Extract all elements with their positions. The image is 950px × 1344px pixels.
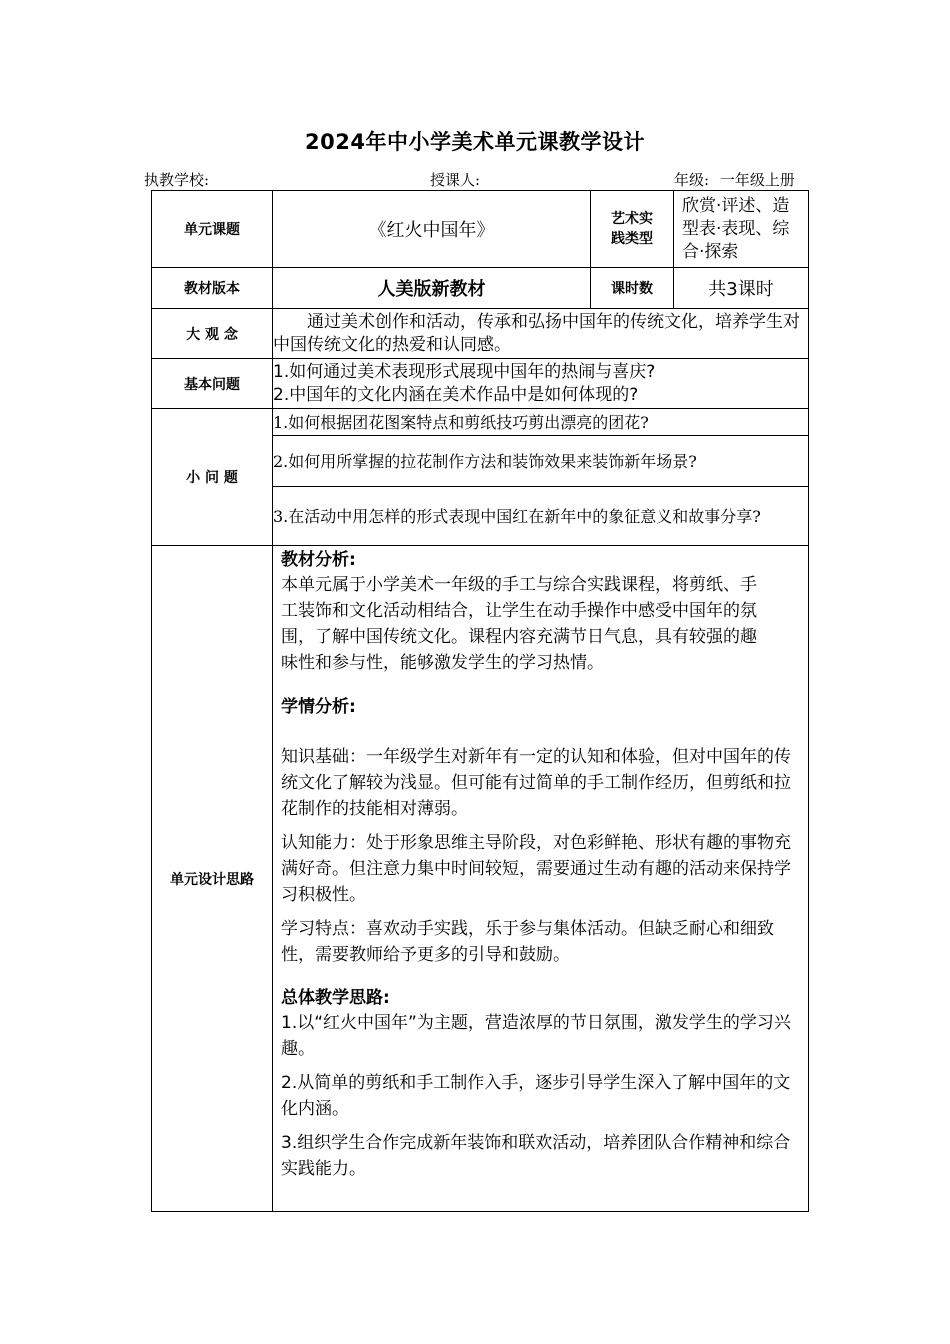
hours-value: 共3课时 (674, 268, 809, 309)
overall-item: 3.组织学生合作完成新年装饰和联欢活动，培养团队合作精神和综合实践能力。 (281, 1133, 791, 1179)
small-question-item: 3.在活动中用怎样的形式表现中国红在新年中的象征意义和故事分享? (273, 487, 809, 546)
practice-type-value: 欣赏·评述、造型表·表现、综合·探索 (674, 191, 809, 268)
learner-item: 知识基础：一年级学生对新年有一定的认知和体验，但对中国年的传统文化了解较为浅显。但可能有过简单的手工制作经历，但剪纸和拉花制作的技能相对薄弱。 (281, 747, 791, 819)
teacher-label: 授课人: (430, 171, 481, 189)
big-idea-value: 通过美术创作和活动，传承和弘扬中国年的传统文化，培养学生对中国传统文化的热爱和认同感。 (273, 309, 809, 359)
lesson-design-table (151, 190, 809, 1212)
grade-info (674, 169, 795, 190)
design-label: 单元设计思路 (152, 546, 273, 1212)
row-big-idea (152, 309, 809, 359)
learner-heading: 学情分析: (281, 697, 356, 717)
hours-label: 课时数 (591, 268, 674, 309)
material-text: 本单元属于小学美术一年级的手工与综合实践课程，将剪纸、手工装饰和文化活动相结合，让学生在动手操作中感受中国年的氛围，了解中国传统文化。课程内容充满节日气息，具有较强的趣味性和参与性，能够激发学生的学习热情。 (281, 575, 757, 673)
grade-label: 年级: (674, 171, 710, 189)
small-questions-label: 小 问 题 (152, 409, 273, 546)
design-content (273, 546, 809, 1212)
overall-item: 2.从简单的剪纸和手工制作入手，逐步引导学生深入了解中国年的文化内涵。 (281, 1073, 791, 1119)
basic-questions-label: 基本问题 (152, 359, 273, 409)
basic-question-item: 1.如何通过美术表现形式展现中国年的热闹与喜庆? (273, 361, 656, 382)
row-textbook (152, 268, 809, 309)
learner-item: 认知能力：处于形象思维主导阶段，对色彩鲜艳、形状有趣的事物充满好奇。但注意力集中时间较短，需要通过生动有趣的活动来保持学习积极性。 (281, 833, 791, 905)
overall-item: 1.以“红火中国年”为主题，营造浓厚的节日氛围，激发学生的学习兴趣。 (281, 1013, 791, 1059)
learner-item: 学习特点：喜欢动手实践，乐于参与集体活动。但缺乏耐心和细致性，需要教师给予更多的引导和鼓励。 (281, 919, 774, 965)
small-question-item: 1.如何根据团花图案特点和剪纸技巧剪出漂亮的团花? (273, 409, 809, 436)
textbook-value: 人美版新教材 (273, 268, 591, 309)
unit-topic-value: 《红火中国年》 (273, 191, 591, 268)
overall-heading: 总体教学思路: (281, 988, 390, 1008)
basic-questions-list (273, 359, 809, 409)
page-title: 2024年中小学美术单元课教学设计 (305, 130, 645, 154)
unit-topic-label: 单元课题 (152, 191, 273, 268)
basic-question-item: 2.中国年的文化内涵在美术作品中是如何体现的? (273, 384, 639, 405)
textbook-label: 教材版本 (152, 268, 273, 309)
small-question-item: 2.如何用所掌握的拉花制作方法和装饰效果来装饰新年场景? (273, 436, 809, 487)
big-idea-label: 大 观 念 (152, 309, 273, 359)
material-heading: 教材分析: (281, 550, 356, 570)
row-small-question-1 (152, 409, 809, 436)
row-design (152, 546, 809, 1212)
row-basic-questions (152, 359, 809, 409)
grade-value: 一年级上册 (719, 171, 795, 189)
school-label: 执教学校: (144, 171, 210, 189)
practice-type-label: 艺术实践类型 (591, 191, 674, 268)
row-unit-topic (152, 191, 809, 268)
